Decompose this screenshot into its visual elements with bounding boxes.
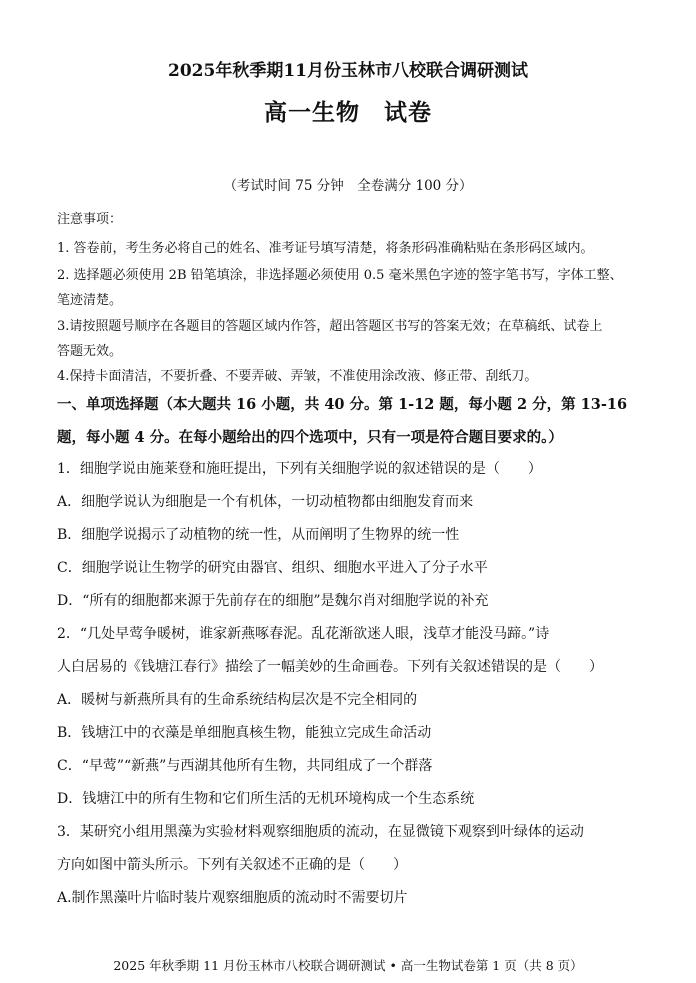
exam-title: 2025年秋季期11月份玉林市八校联合调研测试 [168, 61, 528, 81]
question-option: D．“所有的细胞都来源于先前存在的细胞”是魏尔肖对细胞学说的补充 [57, 593, 489, 609]
question-option: A．暖树与新燕所具有的生命系统结构层次是不完全相同的 [57, 692, 418, 708]
section-heading: 题，每小题 4 分。在每小题给出的四个选项中，只有一项是符合题目要求的。） [57, 429, 563, 446]
question-option: A．细胞学说认为细胞是一个有机体，一切动植物都由细胞发育而来 [57, 494, 474, 510]
question-stem: 方向如图中箭头所示。下列有关叙述不正确的是（ ） [57, 857, 407, 873]
question-stem: 2．“几处早莺争暖树，谁家新燕啄春泥。乱花渐欲迷人眼，浅草才能没马蹄。”诗 [57, 626, 550, 642]
section-heading: 一、单项选择题（本大题共 16 小题，共 40 分。第 1-12 题，每小题 2 分，第 13-16 [57, 396, 628, 413]
question-option: C．细胞学说让生物学的研究由器官、组织、细胞水平进入了分子水平 [57, 560, 488, 576]
note-line: 2. 选择题必须使用 2B 铅笔填涂，非选择题必须使用 0.5 毫米黑色字迹的签字笔书写，字体工整、 [57, 268, 623, 283]
question-option: B．钱塘江中的衣藻是单细胞真核生物，能独立完成生命活动 [57, 725, 432, 741]
note-line: 1. 答卷前，考生务必将自己的姓名、准考证号填写清楚，将条形码准确粘贴在条形码区域内。 [57, 241, 594, 256]
subject-title: 高一生物 试卷 [264, 99, 432, 126]
question-stem: 3．某研究小组用黑藻为实验材料观察细胞质的流动，在显微镜下观察到叶绿体的运动 [57, 824, 584, 840]
notes-heading: 注意事项： [57, 212, 123, 227]
question-stem: 1．细胞学说由施莱登和施旺提出，下列有关细胞学说的叙述错误的是（ ） [57, 461, 542, 477]
note-line: 笔迹清楚。 [57, 293, 123, 308]
exam-info: （考试时间 75 分钟 全卷满分 100 分） [223, 178, 473, 194]
question-option: B．细胞学说揭示了动植物的统一性，从而阐明了生物界的统一性 [57, 527, 460, 543]
note-line: 4.保持卡面清洁，不要折叠、不要弄破、弄皱，不准使用涂改液、修正带、刮纸刀。 [57, 369, 538, 384]
question-stem: 人白居易的《钱塘江春行》描绘了一幅美妙的生命画卷。下列有关叙述错误的是（ ） [57, 659, 603, 675]
page-footer: 2025 年秋季期 11 月份玉林市八校联合调研测试 • 高一生物试卷第 1 页（共 8 页） [113, 958, 583, 973]
question-option: D．钱塘江中的所有生物和它们所生活的无机环境构成一个生态系统 [57, 791, 475, 807]
note-line: 3.请按照题号顺序在各题目的答题区域内作答，超出答题区书写的答案无效；在草稿纸、试卷上 [57, 319, 603, 334]
question-option: C．“早莺”“新燕”与西湖其他所有生物，共同组成了一个群落 [57, 758, 433, 774]
note-line: 答题无效。 [57, 344, 123, 359]
question-option: A.制作黑藻叶片临时装片观察细胞质的流动时不需要切片 [57, 890, 408, 906]
